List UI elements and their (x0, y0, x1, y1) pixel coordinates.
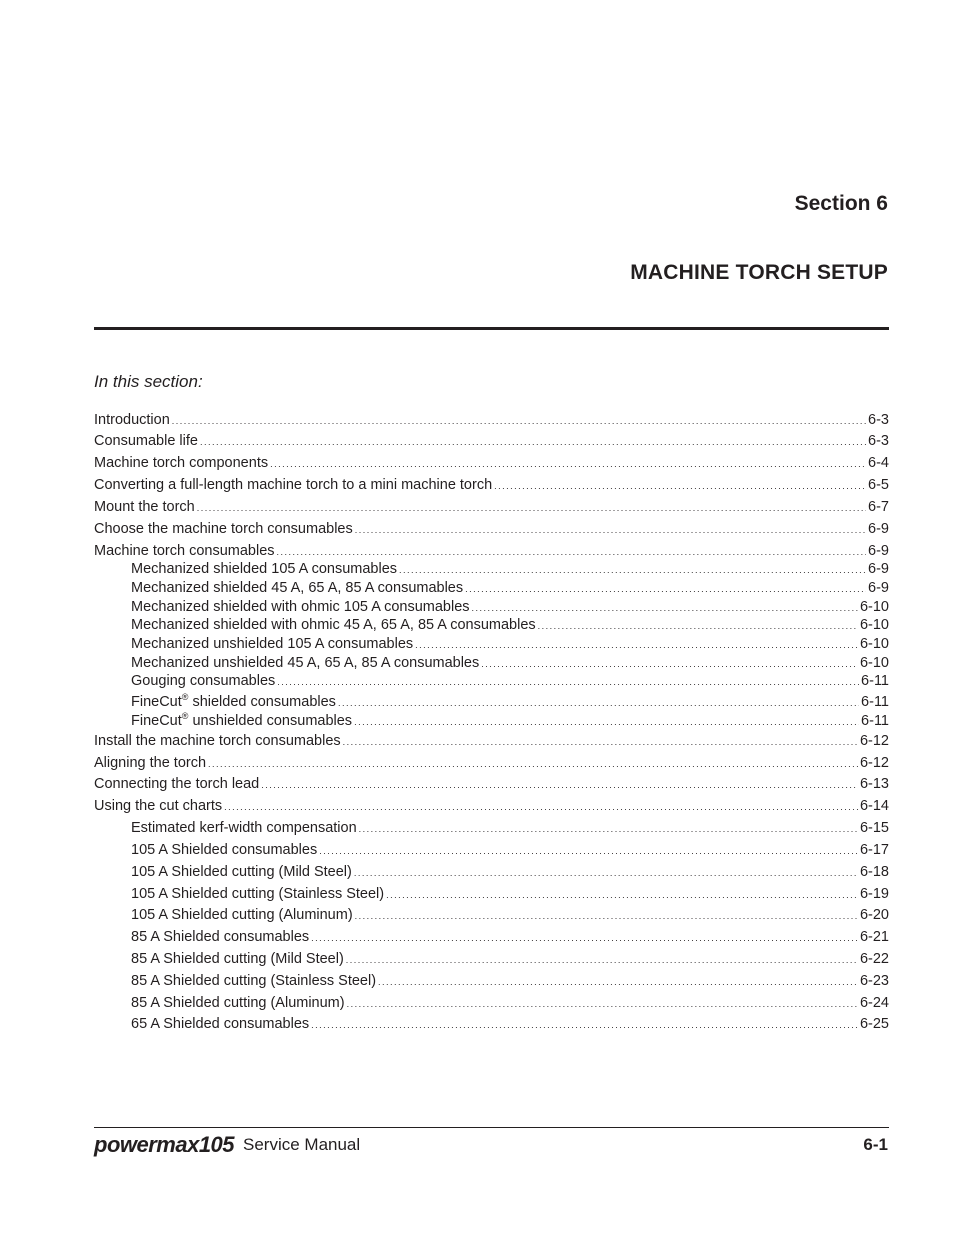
toc-dot-leader (359, 824, 858, 834)
toc-entry-page: 6-7 (868, 499, 889, 515)
toc-entry[interactable] (131, 655, 889, 675)
toc-entry-title: Mechanized shielded with ohmic 45 A, 65 A, 85 A consumables (131, 617, 536, 633)
toc-dot-leader (538, 621, 858, 631)
toc-entry-page: 6-24 (859, 995, 889, 1011)
toc-entry-page: 6-11 (861, 673, 889, 689)
toc-entry-title: 105 A Shielded cutting (Aluminum) (131, 907, 353, 923)
toc-entry[interactable] (131, 820, 889, 840)
toc-entry-page: 6-9 (868, 543, 889, 559)
toc-entry[interactable] (131, 711, 889, 731)
toc-dot-leader (465, 584, 866, 594)
toc-entry-title: 85 A Shielded cutting (Aluminum) (131, 995, 345, 1011)
toc-entry[interactable] (94, 477, 889, 497)
toc-entry-page: 6-10 (859, 636, 889, 652)
toc-dot-leader (208, 759, 858, 769)
toc-entry[interactable] (131, 673, 889, 693)
toc-entry-page: 6-9 (868, 580, 889, 596)
toc-entry-page: 6-20 (859, 907, 889, 923)
toc-entry[interactable] (94, 521, 889, 541)
toc-entry[interactable] (131, 929, 889, 949)
toc-entry-page: 6-23 (859, 973, 889, 989)
toc-entry-title: Mechanized unshielded 45 A, 65 A, 85 A consumables (131, 655, 480, 671)
toc-dot-leader (338, 698, 859, 708)
toc-entry-title: 85 A Shielded cutting (Stainless Steel) (131, 973, 377, 989)
toc-entry[interactable] (131, 580, 889, 600)
toc-entry-title: Gouging consumables (131, 673, 276, 689)
toc-entry[interactable] (94, 455, 889, 475)
toc-entry-title: FineCut® shielded consumables (131, 692, 336, 710)
toc-entry[interactable] (131, 636, 889, 656)
toc-entry-title: Machine torch components (94, 455, 269, 471)
toc-dot-leader (319, 846, 858, 856)
toc-dot-leader (277, 547, 866, 557)
toc-dot-leader (378, 977, 858, 987)
toc-entry-page: 6-13 (859, 776, 889, 792)
in-this-section-label: In this section: (94, 372, 203, 391)
toc-entry-title: Estimated kerf-width compensation (131, 820, 357, 836)
toc-entry[interactable] (131, 617, 889, 637)
toc-entry-page: 6-25 (859, 1016, 889, 1032)
toc-entry-title: 105 A Shielded cutting (Stainless Steel) (131, 886, 385, 902)
toc-entry-title: Mechanized shielded 45 A, 65 A, 85 A consumables (131, 580, 464, 596)
toc-entry[interactable] (94, 433, 889, 453)
toc-dot-leader (355, 525, 866, 535)
toc-dot-leader (311, 1020, 858, 1030)
toc-entry-title: Consumable life (94, 433, 198, 449)
toc-entry-title: FineCut® unshielded consumables (131, 711, 353, 729)
toc-entry-page: 6-9 (868, 521, 889, 537)
toc-dot-leader (197, 503, 866, 513)
toc-entry[interactable] (131, 907, 889, 927)
toc-entry[interactable] (131, 599, 889, 619)
toc-entry-title: Aligning the torch (94, 755, 207, 771)
toc-entry[interactable] (131, 886, 889, 906)
toc-entry-title: Mechanized unshielded 105 A consumables (131, 636, 414, 652)
toc-entry-title: Converting a full-length machine torch to a mini machine torch (94, 477, 493, 493)
toc-entry-page: 6-3 (868, 433, 889, 449)
toc-entry-page: 6-10 (859, 617, 889, 633)
toc-entry-title: Mount the torch (94, 499, 195, 515)
toc-entry[interactable] (131, 1016, 889, 1036)
toc-entry-page: 6-10 (859, 655, 889, 671)
toc-dot-leader (277, 677, 859, 687)
toc-dot-leader (311, 933, 858, 943)
toc-entry-page: 6-15 (859, 820, 889, 836)
toc-entry[interactable] (94, 755, 889, 775)
toc-dot-leader (343, 737, 858, 747)
toc-entry-title: Choose the machine torch consumables (94, 521, 353, 537)
toc-entry[interactable] (131, 692, 889, 712)
toc-entry-page: 6-11 (861, 693, 889, 710)
toc-entry-page: 6-4 (868, 455, 889, 471)
toc-entry-page: 6-10 (859, 599, 889, 615)
toc-entry-page: 6-3 (868, 412, 889, 428)
toc-dot-leader (347, 999, 858, 1009)
toc-dot-leader (261, 780, 858, 790)
section-label: Section 6 (794, 192, 888, 215)
toc-entry-page: 6-22 (859, 951, 889, 967)
toc-dot-leader (481, 659, 858, 669)
toc-entry[interactable] (94, 776, 889, 796)
toc-dot-leader (224, 802, 858, 812)
toc-entry-title: 85 A Shielded consumables (131, 929, 310, 945)
toc-entry-page: 6-11 (861, 712, 889, 729)
toc-dot-leader (270, 459, 866, 469)
toc-dot-leader (354, 868, 858, 878)
toc-entry-title: 105 A Shielded consumables (131, 842, 318, 858)
footer-rule (94, 1127, 889, 1128)
toc-entry[interactable] (131, 951, 889, 971)
manual-title: Service Manual (243, 1135, 361, 1154)
toc-entry-page: 6-12 (859, 755, 889, 771)
page-number: 6-1 (863, 1135, 888, 1154)
toc-entry-title: Connecting the torch lead (94, 776, 260, 792)
toc-entry-title: Install the machine torch consumables (94, 733, 341, 749)
toc-entry-title: Mechanized shielded 105 A consumables (131, 561, 398, 577)
toc-entry[interactable] (131, 842, 889, 862)
toc-entry[interactable] (94, 733, 889, 753)
toc-entry-title: Machine torch consumables (94, 543, 275, 559)
toc-entry[interactable] (131, 973, 889, 993)
toc-entry-title: 105 A Shielded cutting (Mild Steel) (131, 864, 352, 880)
toc-entry-page: 6-9 (868, 561, 889, 577)
toc-entry-title: Using the cut charts (94, 798, 223, 814)
toc-entry[interactable] (94, 412, 889, 432)
toc-entry-title: 85 A Shielded cutting (Mild Steel) (131, 951, 344, 967)
toc-entry[interactable] (131, 995, 889, 1015)
toc-entry-title: 65 A Shielded consumables (131, 1016, 310, 1032)
toc-dot-leader (415, 640, 858, 650)
toc-entry-page: 6-14 (859, 798, 889, 814)
toc-entry[interactable] (94, 543, 889, 563)
toc-entry-page: 6-17 (859, 842, 889, 858)
toc-dot-leader (386, 890, 858, 900)
toc-entry-page: 6-5 (868, 477, 889, 493)
toc-dot-leader (354, 717, 859, 727)
toc-dot-leader (472, 603, 858, 613)
toc-entry-title: Mechanized shielded with ohmic 105 A consumables (131, 599, 470, 615)
toc-entry-title: Introduction (94, 412, 170, 428)
toc-dot-leader (172, 416, 866, 426)
toc-dot-leader (200, 437, 866, 447)
section-title: MACHINE TORCH SETUP (630, 261, 888, 284)
toc-dot-leader (346, 955, 858, 965)
toc-dot-leader (355, 911, 858, 921)
toc-entry[interactable] (94, 798, 889, 818)
toc-entry[interactable] (131, 561, 889, 581)
toc-entry-page: 6-19 (859, 886, 889, 902)
toc-dot-leader (399, 565, 866, 575)
toc-entry-page: 6-18 (859, 864, 889, 880)
brand-logo: powermax105 (94, 1132, 235, 1157)
toc-entry-page: 6-21 (859, 929, 889, 945)
toc-entry[interactable] (131, 864, 889, 884)
toc-entry[interactable] (94, 499, 889, 519)
header-rule (94, 327, 889, 330)
toc-dot-leader (494, 481, 866, 491)
toc-entry-page: 6-12 (859, 733, 889, 749)
